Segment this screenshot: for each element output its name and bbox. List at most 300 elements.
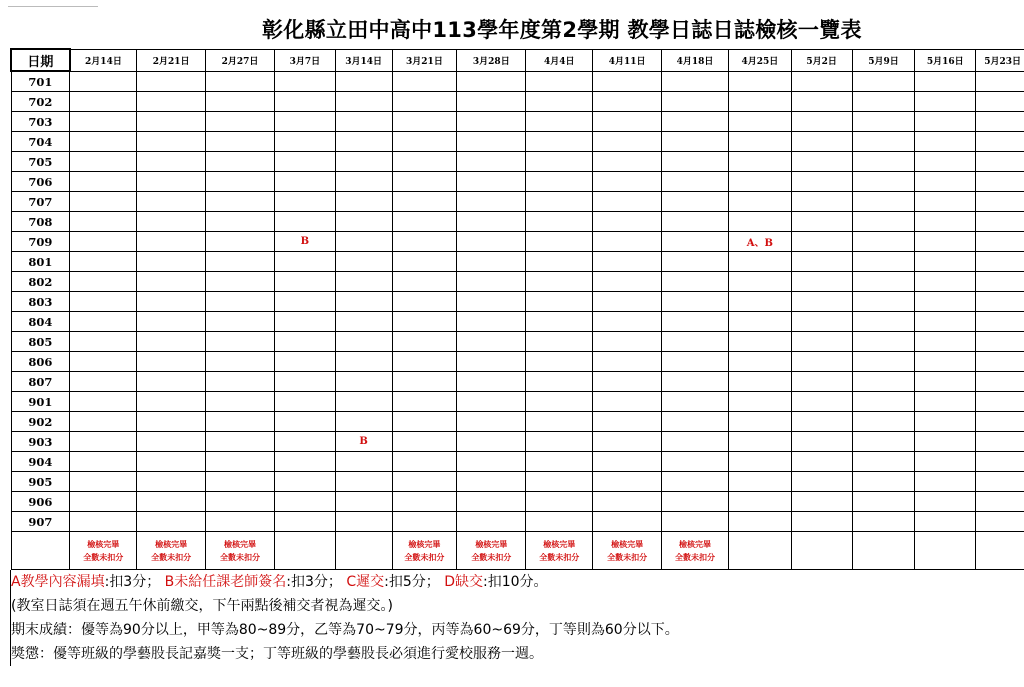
check-cell [526, 232, 593, 252]
class-row [11, 172, 1024, 192]
check-cell [392, 452, 457, 472]
check-cell [976, 152, 1024, 172]
check-cell [976, 472, 1024, 492]
check-cell [728, 452, 791, 472]
check-cell [526, 512, 593, 532]
check-cell [593, 272, 662, 292]
date-header: 4月4日 [526, 49, 593, 71]
check-cell [976, 232, 1024, 252]
class-row [11, 212, 1024, 232]
check-cell [526, 172, 593, 192]
check-cell [335, 232, 392, 252]
deduction-mark: B [274, 232, 335, 252]
check-cell [728, 272, 791, 292]
status-cell [335, 532, 392, 570]
status-note [471, 538, 511, 564]
check-cell [852, 71, 915, 92]
check-cell [274, 132, 335, 152]
class-row [11, 472, 1024, 492]
status-line-1: 檢核完畢 [224, 538, 256, 549]
check-cell [274, 172, 335, 192]
check-cell [852, 492, 915, 512]
check-cell [791, 312, 852, 332]
check-cell [728, 352, 791, 372]
check-cell [593, 152, 662, 172]
check-cell [457, 212, 526, 232]
check-cell [976, 452, 1024, 472]
check-cell [392, 172, 457, 192]
check-cell [593, 412, 662, 432]
class-label: 706 [11, 172, 70, 192]
check-cell [206, 252, 275, 272]
check-cell [593, 212, 662, 232]
check-cell [274, 112, 335, 132]
status-line-1: 檢核完畢 [408, 538, 441, 549]
check-cell [662, 392, 729, 412]
check-cell [976, 312, 1024, 332]
class-row [11, 332, 1024, 352]
check-cell [137, 312, 206, 332]
class-row [11, 292, 1024, 312]
check-cell [976, 412, 1024, 432]
deduction-mark: A、B [728, 232, 791, 252]
check-cell [791, 352, 852, 372]
check-cell [526, 432, 593, 452]
check-cell [526, 352, 593, 372]
date-header: 2月27日 [206, 49, 275, 71]
status-note [83, 538, 123, 564]
check-cell [457, 432, 526, 452]
check-cell [70, 232, 137, 252]
check-cell [852, 372, 915, 392]
date-header: 3月14日 [335, 49, 392, 71]
check-cell [662, 492, 729, 512]
check-cell [593, 372, 662, 392]
check-cell [137, 172, 206, 192]
date-header: 5月16日 [915, 49, 976, 71]
check-cell [526, 152, 593, 172]
check-cell [593, 312, 662, 332]
status-line-2: 全數未扣分 [83, 551, 124, 562]
class-label: 803 [11, 292, 70, 312]
check-cell [728, 432, 791, 452]
class-row [11, 412, 1024, 432]
check-cell [137, 132, 206, 152]
check-cell [137, 71, 206, 92]
notes-section [10, 570, 1024, 666]
check-cell [976, 292, 1024, 312]
check-cell [791, 71, 852, 92]
check-cell [915, 432, 976, 452]
check-cell [137, 452, 206, 472]
check-cell [662, 332, 729, 352]
check-cell [791, 472, 852, 492]
status-cell [791, 532, 852, 570]
check-cell [852, 132, 915, 152]
check-cell [791, 372, 852, 392]
check-cell [335, 312, 392, 332]
check-cell [791, 392, 852, 412]
check-cell [593, 332, 662, 352]
check-cell [976, 332, 1024, 352]
check-cell [976, 212, 1024, 232]
check-cell [457, 352, 526, 372]
check-cell [915, 492, 976, 512]
check-cell [137, 232, 206, 252]
deduction-b-label: B未給任課老師簽名 [164, 574, 287, 590]
check-cell [728, 132, 791, 152]
check-cell [791, 492, 852, 512]
check-cell [457, 252, 526, 272]
check-cell [392, 252, 457, 272]
check-cell [662, 452, 729, 472]
check-cell [728, 112, 791, 132]
check-cell [852, 252, 915, 272]
check-cell [791, 512, 852, 532]
check-cell [593, 472, 662, 492]
check-cell [976, 71, 1024, 92]
check-cell [526, 71, 593, 92]
check-cell [392, 492, 457, 512]
status-line-1: 檢核完畢 [678, 538, 711, 549]
class-row [11, 432, 1024, 452]
date-header: 3月28日 [457, 49, 526, 71]
check-cell [526, 392, 593, 412]
status-cell [526, 532, 593, 570]
check-cell [662, 372, 729, 392]
date-header: 3月21日 [392, 49, 457, 71]
check-cell [728, 252, 791, 272]
check-cell [335, 212, 392, 232]
class-row [11, 352, 1024, 372]
check-cell [392, 472, 457, 492]
check-cell [274, 312, 335, 332]
date-header: 2月14日 [70, 49, 137, 71]
check-cell [662, 312, 729, 332]
check-cell [70, 372, 137, 392]
status-cell [70, 532, 137, 570]
check-cell [206, 292, 275, 312]
check-cell [852, 292, 915, 312]
check-cell [457, 512, 526, 532]
check-cell [662, 172, 729, 192]
check-cell [274, 252, 335, 272]
check-cell [70, 512, 137, 532]
submission-note: (教室日誌須在週五午休前繳交，下午兩點後補交者視為遲交。) [11, 598, 393, 614]
check-cell [593, 352, 662, 372]
check-cell [70, 432, 137, 452]
check-cell [137, 192, 206, 212]
status-note [151, 538, 191, 564]
check-cell [70, 132, 137, 152]
deduction-d-label: D缺交 [444, 574, 483, 590]
check-cell [70, 112, 137, 132]
check-cell [70, 92, 137, 112]
check-cell [392, 112, 457, 132]
status-note [607, 538, 647, 564]
check-cell [70, 312, 137, 332]
check-cell [70, 71, 137, 92]
check-cell [392, 272, 457, 292]
check-cell [335, 472, 392, 492]
check-cell [976, 192, 1024, 212]
check-cell [392, 392, 457, 412]
check-cell [791, 452, 852, 472]
check-cell [915, 332, 976, 352]
check-cell [70, 472, 137, 492]
class-label: 903 [11, 432, 70, 452]
check-cell [593, 432, 662, 452]
check-cell [662, 212, 729, 232]
status-note [404, 538, 444, 564]
check-cell [915, 112, 976, 132]
check-cell [976, 172, 1024, 192]
status-cell [976, 532, 1024, 570]
check-cell [457, 292, 526, 312]
check-cell [852, 112, 915, 132]
check-cell [915, 452, 976, 472]
check-cell [137, 432, 206, 452]
check-cell [728, 71, 791, 92]
class-row [11, 312, 1024, 332]
class-label: 904 [11, 452, 70, 472]
check-cell [137, 332, 206, 352]
check-cell [791, 112, 852, 132]
check-cell [915, 132, 976, 152]
check-cell [392, 212, 457, 232]
check-cell [392, 332, 457, 352]
check-cell [852, 352, 915, 372]
check-cell [274, 332, 335, 352]
check-cell [791, 172, 852, 192]
status-line-1: 檢核完畢 [611, 538, 644, 549]
check-cell [137, 112, 206, 132]
check-cell [662, 152, 729, 172]
check-cell [852, 212, 915, 232]
check-cell [791, 252, 852, 272]
class-row [11, 392, 1024, 412]
check-cell [662, 132, 729, 152]
check-cell [662, 232, 729, 252]
check-cell [335, 152, 392, 172]
check-cell [662, 192, 729, 212]
check-cell [662, 292, 729, 312]
check-cell [526, 112, 593, 132]
check-cell [728, 512, 791, 532]
date-header: 5月23日 [976, 49, 1024, 71]
class-label: 704 [11, 132, 70, 152]
check-cell [70, 492, 137, 512]
check-cell [335, 71, 392, 92]
check-cell [791, 212, 852, 232]
class-label: 709 [11, 232, 70, 252]
check-cell [728, 372, 791, 392]
check-cell [206, 92, 275, 112]
check-cell [392, 192, 457, 212]
class-label: 707 [11, 192, 70, 212]
check-cell [662, 432, 729, 452]
check-cell [274, 372, 335, 392]
status-cell [662, 532, 729, 570]
class-label: 701 [11, 71, 70, 92]
check-cell [976, 512, 1024, 532]
class-row [11, 71, 1024, 92]
check-cell [206, 232, 275, 252]
check-cell [457, 492, 526, 512]
check-cell [791, 192, 852, 212]
check-cell [852, 172, 915, 192]
check-cell [335, 492, 392, 512]
check-cell [206, 372, 275, 392]
check-cell [791, 92, 852, 112]
check-cell [137, 152, 206, 172]
status-cell [392, 532, 457, 570]
status-cell [915, 532, 976, 570]
check-cell [593, 452, 662, 472]
check-cell [274, 492, 335, 512]
check-cell [274, 192, 335, 212]
check-cell [915, 172, 976, 192]
class-label: 905 [11, 472, 70, 492]
check-cell [335, 192, 392, 212]
class-label: 702 [11, 92, 70, 112]
deduction-a-value: :扣3分； [104, 574, 161, 590]
check-cell [593, 292, 662, 312]
check-cell [728, 192, 791, 212]
status-cell [457, 532, 526, 570]
check-cell [206, 412, 275, 432]
check-cell [457, 372, 526, 392]
class-label: 906 [11, 492, 70, 512]
check-cell [662, 71, 729, 92]
check-cell [335, 352, 392, 372]
check-cell [274, 71, 335, 92]
check-cell [137, 252, 206, 272]
status-line-1: 檢核完畢 [543, 538, 576, 549]
check-cell [915, 92, 976, 112]
check-cell [457, 92, 526, 112]
check-cell [915, 472, 976, 492]
top-rule [8, 6, 98, 7]
check-cell [206, 312, 275, 332]
page-title: 彰化縣立田中高中113學年度第2學期 教學日誌日誌檢核一覽表 [262, 18, 862, 42]
check-cell [206, 332, 275, 352]
check-cell [457, 132, 526, 152]
check-cell [70, 452, 137, 472]
check-cell [526, 472, 593, 492]
status-row [11, 532, 1024, 570]
status-row-label [11, 532, 70, 570]
check-cell [915, 252, 976, 272]
check-cell [457, 152, 526, 172]
status-line-1: 檢核完畢 [87, 538, 120, 549]
check-cell [593, 132, 662, 152]
status-cell [852, 532, 915, 570]
check-cell [791, 272, 852, 292]
check-cell [915, 232, 976, 252]
status-note [675, 538, 715, 564]
check-cell [392, 372, 457, 392]
check-cell [457, 192, 526, 212]
check-cell [457, 312, 526, 332]
check-cell [137, 512, 206, 532]
check-cell [852, 412, 915, 432]
check-cell [593, 172, 662, 192]
check-cell [852, 332, 915, 352]
date-header: 4月18日 [662, 49, 729, 71]
check-cell [915, 272, 976, 292]
check-cell [206, 192, 275, 212]
check-cell [852, 272, 915, 292]
check-cell [137, 352, 206, 372]
class-row [11, 152, 1024, 172]
check-cell [915, 192, 976, 212]
class-row [11, 372, 1024, 392]
class-row [11, 132, 1024, 152]
check-cell [915, 352, 976, 372]
check-cell [274, 292, 335, 312]
check-cell [457, 332, 526, 352]
class-row [11, 232, 1024, 252]
check-cell [70, 212, 137, 232]
check-cell [728, 412, 791, 432]
check-cell [791, 292, 852, 312]
check-cell [526, 412, 593, 432]
check-cell [526, 132, 593, 152]
check-cell [728, 312, 791, 332]
status-line-2: 全數未扣分 [220, 551, 260, 562]
check-cell [593, 71, 662, 92]
class-label: 901 [11, 392, 70, 412]
check-cell [852, 432, 915, 452]
check-cell [526, 192, 593, 212]
status-line-2: 全數未扣分 [471, 551, 512, 562]
check-cell [526, 212, 593, 232]
inspection-table [10, 48, 1024, 570]
check-cell [976, 432, 1024, 452]
check-cell [274, 412, 335, 432]
date-header: 5月2日 [791, 49, 852, 71]
check-cell [335, 292, 392, 312]
check-cell [915, 372, 976, 392]
check-cell [392, 432, 457, 452]
check-cell [976, 492, 1024, 512]
check-cell [852, 392, 915, 412]
check-cell [791, 232, 852, 252]
check-cell [852, 92, 915, 112]
status-line-2: 全數未扣分 [674, 551, 715, 562]
check-cell [335, 452, 392, 472]
check-cell [274, 272, 335, 292]
class-label: 802 [11, 272, 70, 292]
deduction-mark: B [335, 432, 392, 452]
check-cell [206, 512, 275, 532]
check-cell [137, 412, 206, 432]
deduction-d-value: :扣10分。 [482, 574, 548, 590]
check-cell [915, 71, 976, 92]
check-cell [728, 212, 791, 232]
check-cell [392, 232, 457, 252]
check-cell [457, 71, 526, 92]
check-cell [852, 192, 915, 212]
check-cell [70, 252, 137, 272]
check-cell [662, 112, 729, 132]
check-cell [274, 512, 335, 532]
check-cell [526, 292, 593, 312]
check-cell [335, 272, 392, 292]
check-cell [593, 232, 662, 252]
check-cell [206, 172, 275, 192]
